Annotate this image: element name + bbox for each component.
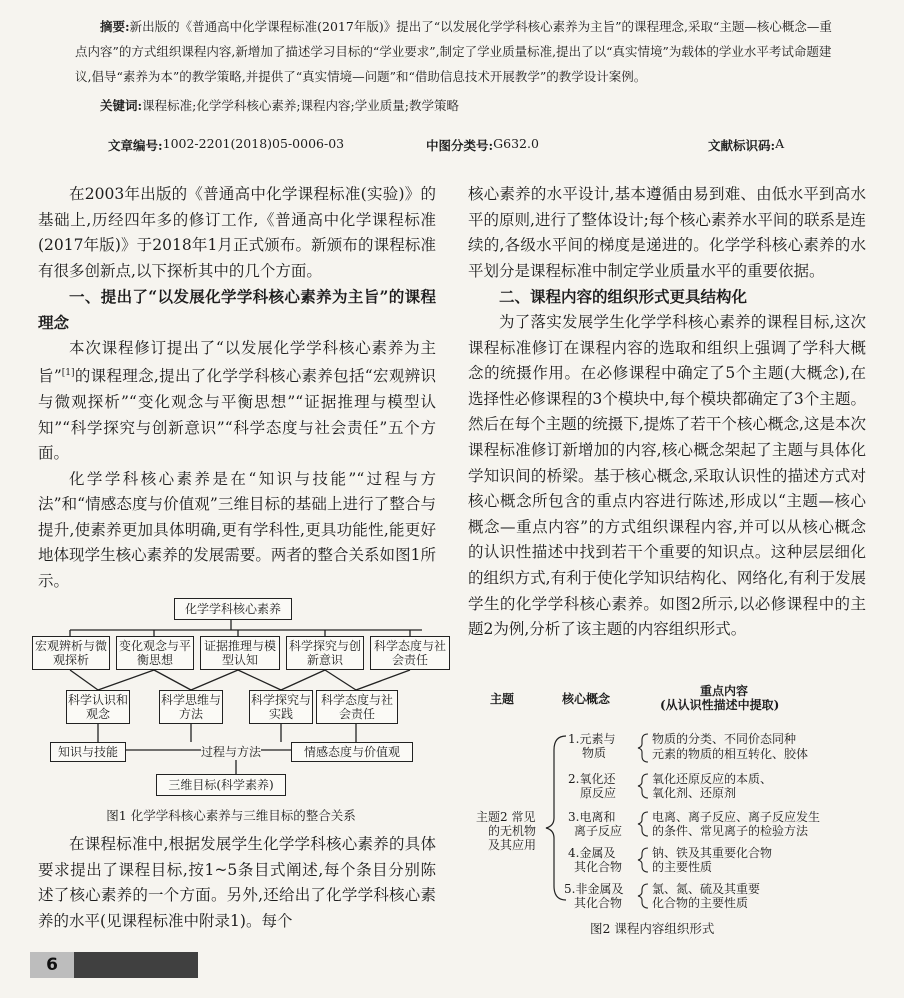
- keywords-text: 课程标准;化学学科核心素养;课程内容;学业质量;教学策略: [142, 98, 459, 113]
- fig2-core-4-line-2: 其化合物: [574, 860, 623, 874]
- literacy-box-3: 证据推理与模型认知: [200, 636, 280, 670]
- fig2-topic-line-2: 的无机物: [488, 824, 537, 838]
- fig2-header-topic: 主题: [490, 692, 515, 706]
- integration-box-3: 科学探究与实践: [249, 690, 313, 724]
- fig2-core-5-line-1: 5.非金属及: [564, 882, 624, 896]
- clc-number: 中图分类号: G632.0: [426, 136, 539, 153]
- three-dimension-goal-box: 三维目标(科学素养): [156, 774, 286, 796]
- figure-2: [470, 684, 880, 940]
- figure-1: [26, 594, 446, 824]
- article-number: 文章编号: 1002-2201(2018)05-0006-03: [108, 136, 345, 153]
- left-column: [38, 182, 436, 595]
- abstract-body: 新出版的《普通高中化学课程标准(2017年版)》提出了“以发展化学学科核心素养为主旨”的课程理念,采取“主题—核心概念—重点内容”的方式组织课程内容,新增加了描述学习目标的“学业要求”,制定了学业质量标准,提出了以“真实情境”为载体的学业水平考试命题建议,倡导“素养为本”的教学策略,并提供了“真实情境—问题”和“借助信息技术开展教学”的教学设计案例。: [75, 19, 832, 84]
- fig2-core-2-line-2: 原反应: [580, 786, 617, 800]
- fig2-core-4-line-1: 4.金属及: [568, 846, 616, 860]
- fig2-topic-line-3: 及其应用: [488, 838, 537, 852]
- fig2-core-5-line-2: 其化合物: [574, 896, 623, 910]
- fig2-key-2-line-1: 氧化还原反应的本质、: [652, 772, 773, 786]
- fig2-key-5-line-2: 化合物的主要性质: [652, 896, 749, 910]
- fig2-key-2-line-2: 氧化剂、还原剂: [652, 786, 737, 800]
- figure-2-caption: 图2 课程内容组织形式: [590, 921, 715, 936]
- page-number-bar: [30, 952, 198, 978]
- right-paragraph-2: 为了落实发展学生化学学科核心素养的课程目标,这次课程标准修订在课程内容的选取和组织上强调了学科大概念的统摄作用。在必修课程中确定了5个主题(大概念),在选择性必修课程的3个模块中,每个模块都确定了3个主题。然后在每个主题的统摄下,提炼了若干个核心概念,这是本次课程标准修订新增加的内容,核心概念架起了主题与具体化学知识间的桥梁。基于核心概念,采取认识性的描述方式对核心概念所包含的重点内容进行陈述,形成以“主题—核心概念—重点内容”的方式组织课程内容,并可以从核心概念的认识性描述中找到若干个重要的知识点。这种层层细化的组织方式,有利于使化学知识结构化、网络化,有利于发展学生的化学学科核心素养。如图2所示,以必修课程中的主题2为例,分析了该主题的内容组织形式。: [468, 312, 866, 639]
- section-heading-1: 一、提出了“以发展化学学科核心素养为主旨”的课程理念: [38, 287, 436, 332]
- right-column: [468, 182, 866, 643]
- document-code: 文献标识码: A: [708, 136, 785, 153]
- abstract: [75, 14, 835, 118]
- fig2-core-1-line-1: 1.元素与: [568, 732, 616, 746]
- fig2-key-4-line-2: 的主要性质: [652, 860, 713, 874]
- fig2-key-1-line-1: 物质的分类、不同价态同种: [652, 732, 797, 746]
- section-heading-2: 二、课程内容的组织形式更具结构化: [499, 287, 748, 307]
- keywords-label: 关键词:: [100, 98, 143, 113]
- figure-1-caption: 图1 化学学科核心素养与三维目标的整合关系: [106, 808, 356, 823]
- fig2-topic-line-1: 主题2 常见: [476, 810, 536, 824]
- fig2-header-core: 核心概念: [562, 692, 611, 706]
- right-paragraph-1: 核心素养的水平设计,基本遵循由易到难、由低水平到高水平的原则,进行了整体设计;每个核心素养水平间的联系是连续的,各级水平间的梯度是递进的。化学学科核心素养的水平划分是课程标准中制定学业质量水平的重要依据。: [468, 185, 866, 280]
- fig2-core-3-line-2: 离子反应: [574, 824, 623, 838]
- dimension-box-2: 过程与方法: [201, 745, 262, 759]
- dimension-box-1: 知识与技能: [50, 742, 126, 762]
- left-paragraph-2: 本次课程修订提出了“以发展化学学科核心素养为主旨”[1]的课程理念,提出了化学学科核心素养包括“宏观辨识与微观探析”“变化观念与平衡思想”“证据推理与模型认知”“科学探究与创新意识”“科学态度与社会责任”五个方面。: [38, 338, 436, 463]
- fig2-core-1-line-2: 物质: [582, 746, 607, 760]
- fig2-core-2-line-1: 2.氧化还: [568, 772, 616, 786]
- left-paragraph-3: 化学学科核心素养是在“知识与技能”“过程与方法”和“情感态度与价值观”三维目标的基础上进行了整合与提升,使素养更加具体明确,更有学科性,更具功能性,能更好地体现学生核心素养的发展需要。两者的整合关系如图1所示。: [38, 469, 436, 591]
- fig2-core-3-line-1: 3.电离和: [568, 810, 616, 824]
- integration-box-4: 科学态度与社会责任: [316, 690, 398, 724]
- literacy-box-4: 科学探究与创新意识: [286, 636, 364, 670]
- dimension-box-3: 情感态度与价值观: [291, 742, 413, 762]
- literacy-box-5: 科学态度与社会责任: [370, 636, 450, 670]
- fig2-key-4-line-1: 钠、铁及其重要化合物: [652, 846, 773, 860]
- core-literacy-box: 化学学科核心素养: [174, 598, 292, 620]
- abstract-text: [75, 14, 835, 89]
- left-paragraph-4: 在课程标准中,根据发展学生化学学科核心素养的具体要求提出了课程目标,按1~5条目式阐述,每个条目分别陈述了核心素养的一个方面。另外,还给出了化学学科核心素养的水平(见课程标准中附录1)。每个: [38, 835, 436, 930]
- fig2-key-1-line-2: 元素的物质的相互转化、胶体: [652, 747, 809, 761]
- literacy-box-1: 宏观辨析与微观探析: [32, 636, 110, 670]
- keywords: [75, 93, 835, 118]
- left-column-continued: [38, 832, 436, 934]
- fig2-header-key: 重点内容: [700, 684, 749, 698]
- literacy-box-2: 变化观念与平衡思想: [116, 636, 194, 670]
- integration-box-2: 科学思维与方法: [159, 690, 223, 724]
- fig2-key-3-line-2: 的条件、常见离子的检验方法: [652, 824, 809, 838]
- fig2-key-3-line-1: 电离、离子反应、离子反应发生: [652, 810, 821, 824]
- fig2-header-key-sub: (从认识性描述中提取): [660, 698, 780, 712]
- integration-box-1: 科学认识和观念: [66, 690, 130, 724]
- fig2-key-5-line-1: 氯、氮、硫及其重要: [652, 882, 761, 896]
- left-paragraph-1: 在2003年出版的《普通高中化学课程标准(实验)》的基础上,历经四年多的修订工作,《普通高中化学课程标准(2017年版)》于2018年1月正式颁布。新颁布的课程标准有很多创新点,以下探析其中的几个方面。: [38, 185, 436, 280]
- abstract-label: 摘要:: [100, 19, 130, 34]
- citation-1: [1]: [61, 368, 75, 379]
- page-number: 6: [30, 952, 74, 978]
